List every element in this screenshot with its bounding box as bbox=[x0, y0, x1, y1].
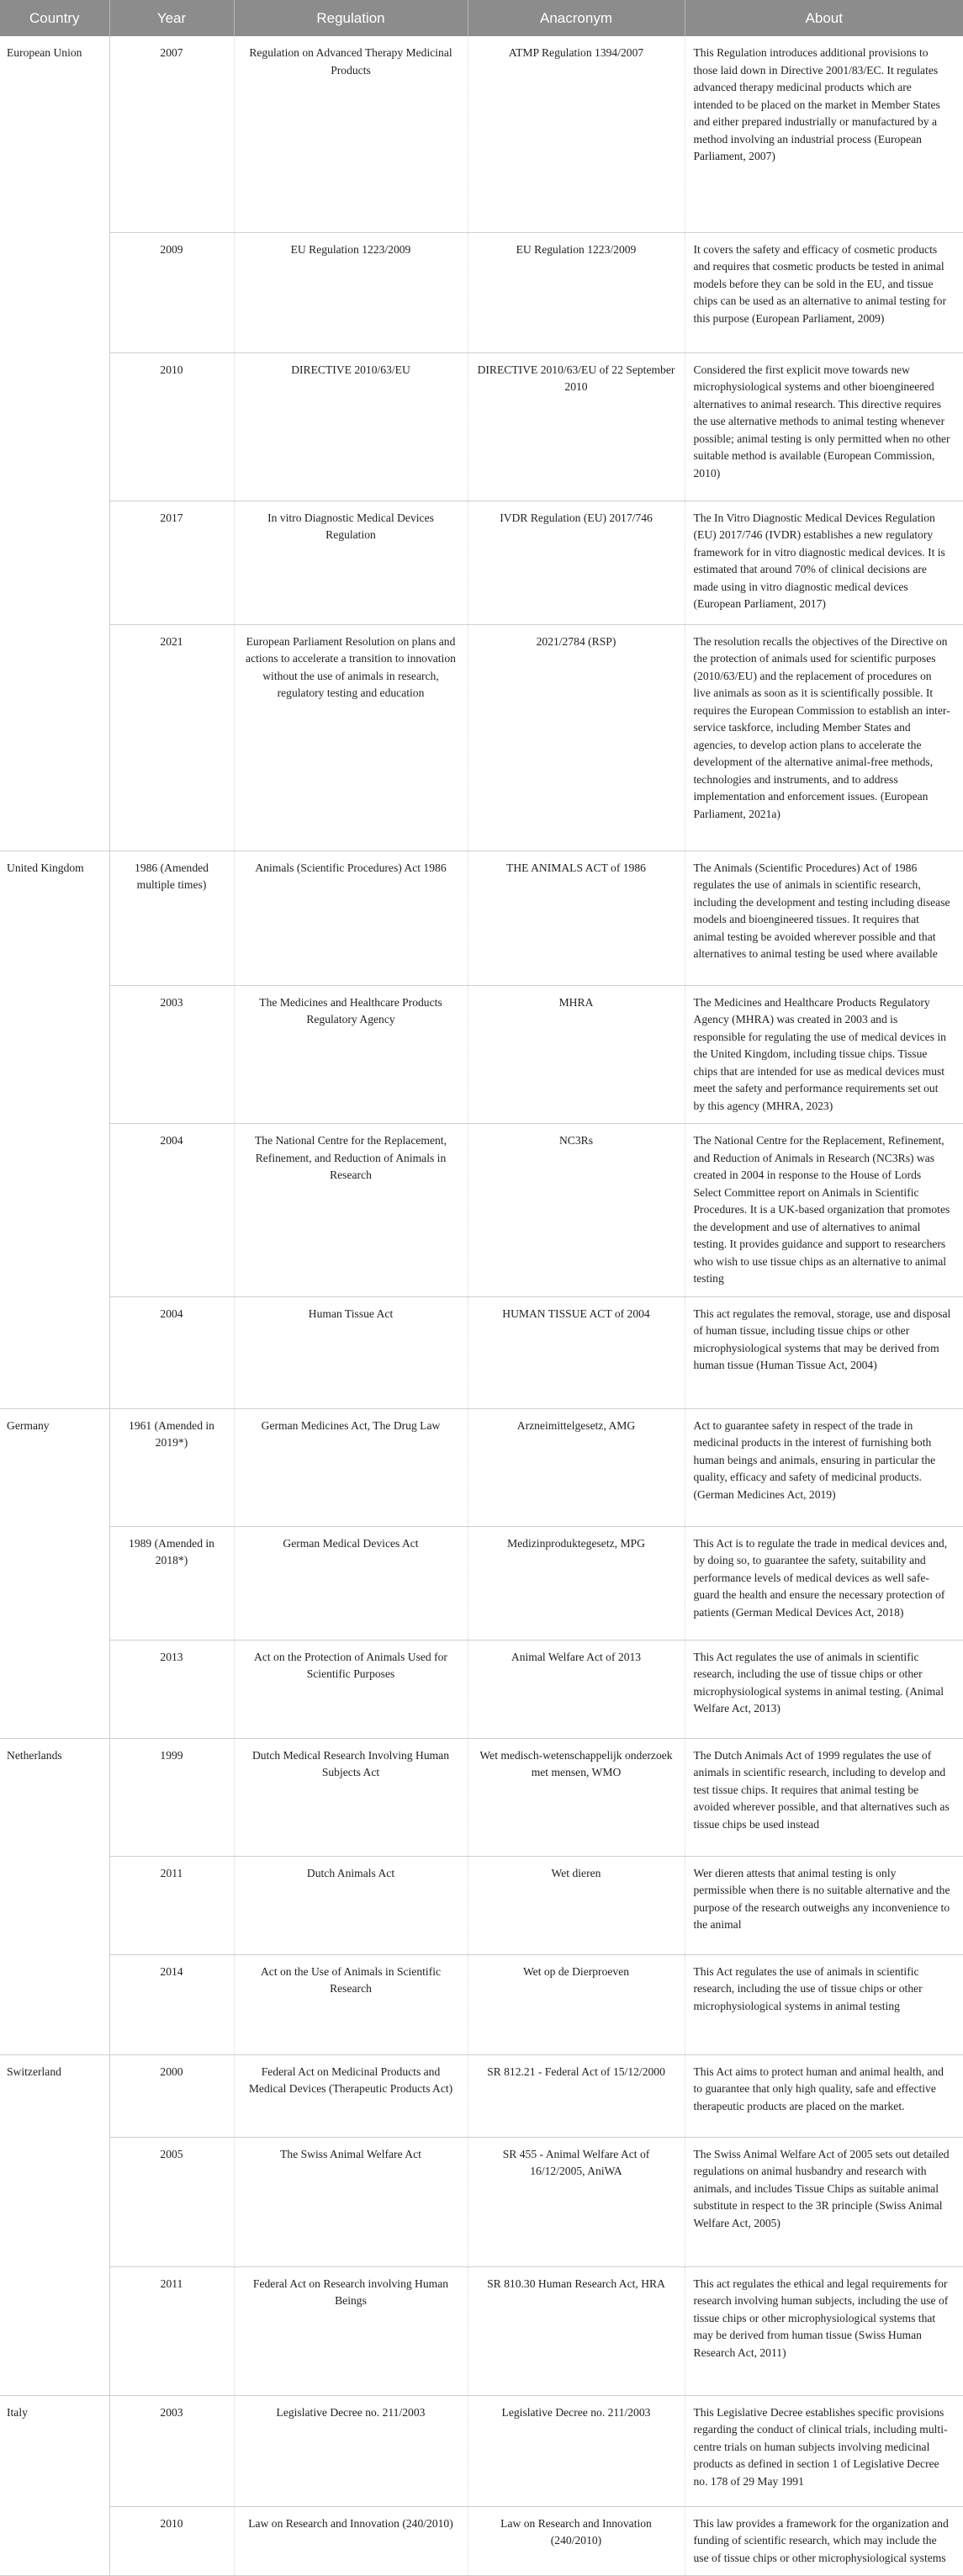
table-row bbox=[0, 985, 963, 1124]
year-cell: 1961 (Amended in 2019*) bbox=[109, 1408, 234, 1526]
table-row bbox=[0, 232, 963, 352]
country-cell: Netherlands bbox=[0, 1738, 109, 2054]
about-cell: The Animals (Scientific Procedures) Act of 1986 regulates the use of animals in scientific research, including the development and testing including disease models and bioengineered tissues. It requires that animal testing be avoided wherever possible and that alternatives to animal testing be used where available bbox=[685, 851, 963, 985]
year-cell: 1986 (Amended multiple times) bbox=[109, 851, 234, 985]
country-cell: Switzerland bbox=[0, 2054, 109, 2395]
about-cell: This act regulates the ethical and legal requirements for research involving human subjects, including the use of tissue chips or other microphysiological systems that may be derived from human tissue (Swiss Human Research Act, 2011) bbox=[685, 2266, 963, 2395]
header-row bbox=[0, 0, 963, 36]
regulation-cell: European Parliament Resolution on plans and actions to accelerate a transition to innovation without the use of animals in research, regulatory testing and education bbox=[234, 624, 468, 851]
regulation-cell: The National Centre for the Replacement, Refinement, and Reduction of Animals in Research bbox=[234, 1124, 468, 1297]
acronym-cell: Legislative Decree no. 211/2003 bbox=[468, 2395, 685, 2506]
about-cell: The resolution recalls the objectives of the Directive on the protection of animals used for scientific purposes (2010/63/EU) and the replacement of procedures on live animals as soon as it is scientifically possible. It requires the European Commission to establish an inter-service taskforce, including Member States and agencies, to develop action plans to accelerate the development of the alternative animal-free methods, technologies and instruments, and to address implementation and enforcement issues. (European Parliament, 2021a) bbox=[685, 624, 963, 851]
table-row bbox=[0, 1124, 963, 1297]
year-cell: 2011 bbox=[109, 2266, 234, 2395]
table-row bbox=[0, 1408, 963, 1526]
about-cell: This Legislative Decree establishes specific provisions regarding the conduct of clinical trials, including multi-centre trials on human subjects involving medicinal products as defined in section 1 of Legislative Decree no. 178 of 29 May 1991 bbox=[685, 2395, 963, 2506]
about-cell: The Dutch Animals Act of 1999 regulates the use of animals in scientific research, including to develop and test tissue chips. It requires that animal testing be avoided wherever possible, and that alternatives such as tissue chips be used instead bbox=[685, 1738, 963, 1856]
regulation-cell: Dutch Medical Research Involving Human Subjects Act bbox=[234, 1738, 468, 1856]
country-cell: United Kingdom bbox=[0, 851, 109, 1408]
table-row bbox=[0, 36, 963, 232]
table-header bbox=[0, 0, 963, 36]
about-cell: This Act is to regulate the trade in medical devices and, by doing so, to guarantee the safety, suitability and performance levels of medical devices as well safe- guard the health and ensure the necessary protection of patients (German Medical Devices Act, 2018) bbox=[685, 1526, 963, 1640]
table-row bbox=[0, 851, 963, 985]
table-row bbox=[0, 1296, 963, 1408]
regulation-cell: Human Tissue Act bbox=[234, 1296, 468, 1408]
acronym-cell: SR 812.21 - Federal Act of 15/12/2000 bbox=[468, 2054, 685, 2137]
year-cell: 2017 bbox=[109, 501, 234, 624]
regulation-cell: Regulation on Advanced Therapy Medicinal Products bbox=[234, 36, 468, 232]
acronym-cell: Animal Welfare Act of 2013 bbox=[468, 1640, 685, 1738]
table-row bbox=[0, 501, 963, 624]
regulation-cell: Act on the Protection of Animals Used for Scientific Purposes bbox=[234, 1640, 468, 1738]
acronym-cell: Wet medisch-wetenschappelijk onderzoek met mensen, WMO bbox=[468, 1738, 685, 1856]
table-row bbox=[0, 2506, 963, 2576]
acronym-cell: HUMAN TISSUE ACT of 2004 bbox=[468, 1296, 685, 1408]
year-cell: 2014 bbox=[109, 1954, 234, 2054]
about-cell: Wer dieren attests that animal testing is only permissible when there is no suitable alternative and the purpose of the research outweighs any inconvenience to the animal bbox=[685, 1856, 963, 1954]
about-cell: Considered the first explicit move towards new microphysiological systems and other bioengineered alternatives to animal research. This directive requires the use alternative methods to animal testing whenever possible; animal testing is only permitted when no other suitable method is available (European Commission, 2010) bbox=[685, 352, 963, 501]
regulation-cell: The Medicines and Healthcare Products Regulatory Agency bbox=[234, 985, 468, 1124]
regulation-cell: DIRECTIVE 2010/63/EU bbox=[234, 352, 468, 501]
acronym-cell: Wet op de Dierproeven bbox=[468, 1954, 685, 2054]
year-cell: 2013 bbox=[109, 1640, 234, 1738]
table-row bbox=[0, 1640, 963, 1738]
acronym-cell: SR 810.30 Human Research Act, HRA bbox=[468, 2266, 685, 2395]
table-row bbox=[0, 2266, 963, 2395]
year-cell: 2004 bbox=[109, 1296, 234, 1408]
year-cell: 2010 bbox=[109, 2506, 234, 2576]
about-cell: This Act regulates the use of animals in scientific research, including the use of tissue chips or other microphysiological systems in animal testing. (Animal Welfare Act, 2013) bbox=[685, 1640, 963, 1738]
regulation-cell: Act on the Use of Animals in Scientific Research bbox=[234, 1954, 468, 2054]
table-row bbox=[0, 1738, 963, 1856]
table-row bbox=[0, 2395, 963, 2506]
country-cell: European Union bbox=[0, 36, 109, 851]
about-cell: This Regulation introduces additional provisions to those laid down in Directive 2001/83/EC. It regulates advanced therapy medicinal products which are intended to be placed on the market in Member States and either prepared industrially or manufactured by a method involving an industrial process (European Parliament, 2007) bbox=[685, 36, 963, 232]
about-cell: It covers the safety and efficacy of cosmetic products and requires that cosmetic products be tested in animal models before they can be sold in the EU, and tissue chips can be used as an alternative to animal testing for this purpose (European Parliament, 2009) bbox=[685, 232, 963, 352]
acronym-cell: MHRA bbox=[468, 985, 685, 1124]
year-cell: 2009 bbox=[109, 232, 234, 352]
acronym-cell: Medizinproduktegesetz, MPG bbox=[468, 1526, 685, 1640]
regulation-cell: Dutch Animals Act bbox=[234, 1856, 468, 1954]
year-cell: 1999 bbox=[109, 1738, 234, 1856]
regulation-cell: German Medicines Act, The Drug Law bbox=[234, 1408, 468, 1526]
header-acronym: Anacronym bbox=[468, 0, 685, 36]
year-cell: 2011 bbox=[109, 1856, 234, 1954]
about-cell: The Swiss Animal Welfare Act of 2005 sets out detailed regulations on animal husbandry and research with animals, and includes Tissue Chips as suitable animal substitute in respect to the 3R principle (Swiss Animal Welfare Act, 2005) bbox=[685, 2137, 963, 2266]
table-row bbox=[0, 2054, 963, 2137]
table-row bbox=[0, 1856, 963, 1954]
header-country: Country bbox=[0, 0, 109, 36]
table-row bbox=[0, 1954, 963, 2054]
about-cell: The National Centre for the Replacement, Refinement, and Reduction of Animals in Research (NC3Rs) was created in 2004 in response to the House of Lords Select Committee report on Animals in Scientific Procedures. It is a UK-based organization that promotes the development and use of alternatives to animal testing. It provides guidance and support to researchers who wish to use tissue chips as an alternative to animal testing bbox=[685, 1124, 963, 1297]
about-cell: The Medicines and Healthcare Products Regulatory Agency (MHRA) was created in 2003 and is responsible for regulating the use of medical devices in the United Kingdom, including tissue chips. Tissue chips that are intended for use as medical devices must meet the safety and performance requirements set out by this agency (MHRA, 2023) bbox=[685, 985, 963, 1124]
acronym-cell: Wet dieren bbox=[468, 1856, 685, 1954]
acronym-cell: NC3Rs bbox=[468, 1124, 685, 1297]
regulation-cell: EU Regulation 1223/2009 bbox=[234, 232, 468, 352]
acronym-cell: Arzneimittelgesetz, AMG bbox=[468, 1408, 685, 1526]
year-cell: 2005 bbox=[109, 2137, 234, 2266]
regulation-cell: The Swiss Animal Welfare Act bbox=[234, 2137, 468, 2266]
regulation-cell: Legislative Decree no. 211/2003 bbox=[234, 2395, 468, 2506]
acronym-cell: EU Regulation 1223/2009 bbox=[468, 232, 685, 352]
table-row bbox=[0, 1526, 963, 1640]
acronym-cell: DIRECTIVE 2010/63/EU of 22 September 2010 bbox=[468, 352, 685, 501]
year-cell: 2007 bbox=[109, 36, 234, 232]
acronym-cell: SR 455 - Animal Welfare Act of 16/12/2005, AniWA bbox=[468, 2137, 685, 2266]
year-cell: 2003 bbox=[109, 985, 234, 1124]
about-cell: Act to guarantee safety in respect of the trade in medicinal products in the interest of furnishing both human beings and animals, ensuring in particular the quality, efficacy and safety of medicinal products. (German Medicines Act, 2019) bbox=[685, 1408, 963, 1526]
header-year: Year bbox=[109, 0, 234, 36]
country-cell: Italy bbox=[0, 2395, 109, 2576]
acronym-cell: IVDR Regulation (EU) 2017/746 bbox=[468, 501, 685, 624]
regulation-cell: German Medical Devices Act bbox=[234, 1526, 468, 1640]
regulation-cell: Federal Act on Research involving Human Beings bbox=[234, 2266, 468, 2395]
year-cell: 2004 bbox=[109, 1124, 234, 1297]
header-regulation: Regulation bbox=[234, 0, 468, 36]
acronym-cell: THE ANIMALS ACT of 1986 bbox=[468, 851, 685, 985]
country-cell: Germany bbox=[0, 1408, 109, 1738]
regulation-cell: Federal Act on Medicinal Products and Medical Devices (Therapeutic Products Act) bbox=[234, 2054, 468, 2137]
about-cell: The In Vitro Diagnostic Medical Devices Regulation (EU) 2017/746 (IVDR) establishes a new regulatory framework for in vitro diagnostic medical devices. It is estimated that around 70% of clinical decisions are made using in vitro diagnostic medical devices (European Parliament, 2017) bbox=[685, 501, 963, 624]
acronym-cell: 2021/2784 (RSP) bbox=[468, 624, 685, 851]
about-cell: This Act regulates the use of animals in scientific research, including the use of tissue chips or other microphysiological systems in animal testing bbox=[685, 1954, 963, 2054]
table-body bbox=[0, 36, 963, 2576]
acronym-cell: ATMP Regulation 1394/2007 bbox=[468, 36, 685, 232]
about-cell: This Act aims to protect human and animal health, and to guarantee that only high quality, safe and effective therapeutic products are placed on the market. bbox=[685, 2054, 963, 2137]
table-row bbox=[0, 624, 963, 851]
table-row bbox=[0, 352, 963, 501]
about-cell: This act regulates the removal, storage, use and disposal of human tissue, including tissue chips or other microphysiological systems that may be derived from human tissue (Human Tissue Act, 2004) bbox=[685, 1296, 963, 1408]
about-cell: This law provides a framework for the organization and funding of scientific research, which may include the use of tissue chips or other microphysiological systems bbox=[685, 2506, 963, 2576]
year-cell: 2003 bbox=[109, 2395, 234, 2506]
year-cell: 2000 bbox=[109, 2054, 234, 2137]
regulation-cell: Law on Research and Innovation (240/2010) bbox=[234, 2506, 468, 2576]
year-cell: 2010 bbox=[109, 352, 234, 501]
table-row bbox=[0, 2137, 963, 2266]
regulation-cell: In vitro Diagnostic Medical Devices Regulation bbox=[234, 501, 468, 624]
year-cell: 1989 (Amended in 2018*) bbox=[109, 1526, 234, 1640]
acronym-cell: Law on Research and Innovation (240/2010) bbox=[468, 2506, 685, 2576]
year-cell: 2021 bbox=[109, 624, 234, 851]
header-about: About bbox=[685, 0, 963, 36]
regulation-cell: Animals (Scientific Procedures) Act 1986 bbox=[234, 851, 468, 985]
